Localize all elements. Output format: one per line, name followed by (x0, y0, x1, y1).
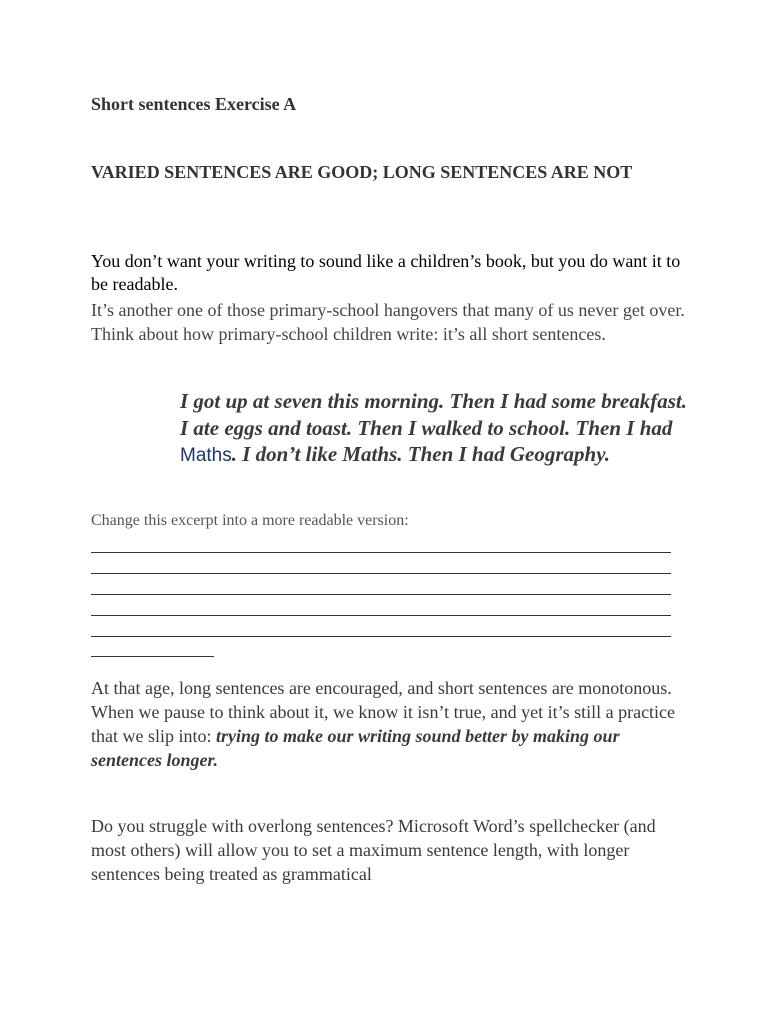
body-paragraph-4: Do you struggle with overlong sentences? Microsoft Word’s spellchecker (and most others) will allow you to set a maximum sentence length, with longer sentences being treated as grammatical (91, 816, 656, 884)
body-paragraph-3 (91, 676, 691, 772)
answer-line (91, 573, 671, 574)
intro-continued-paragraph: It’s another one of those primary-school hangovers that many of us never get over. Think about how primary-school children write: it’s all short sentences. (91, 300, 685, 344)
paragraph-3-emphasis: trying to make our writing sound better by making our sentences longer. (91, 726, 620, 770)
answer-line (91, 594, 671, 595)
section-heading: VARIED SENTENCES ARE GOOD; LONG SENTENCES ARE NOT (91, 162, 633, 182)
example-subject-word: Maths (180, 445, 232, 466)
example-text-before: I got up at seven this morning. Then I had some breakfast. I ate eggs and toast. Then I walked to school. Then I had (180, 389, 687, 440)
intro-paragraph: You don’t want your writing to sound like a children’s book, but you do want it to be readable. (91, 251, 681, 294)
answer-line (91, 552, 671, 553)
answer-line (91, 615, 671, 616)
exercise-instruction: Change this excerpt into a more readable version: (91, 512, 409, 529)
answer-line (91, 636, 671, 637)
document-title: Short sentences Exercise A (91, 94, 297, 114)
example-text-after: . I don’t like Maths. Then I had Geography. (231, 442, 610, 466)
paragraph-3-text: At that age, long sentences are encouraged, and short sentences are monotonous. When we pause to think about it, we know it isn’t true, and yet it’s still a practice that we slip into: (91, 678, 676, 746)
example-excerpt (180, 388, 690, 470)
answer-line (91, 656, 214, 657)
